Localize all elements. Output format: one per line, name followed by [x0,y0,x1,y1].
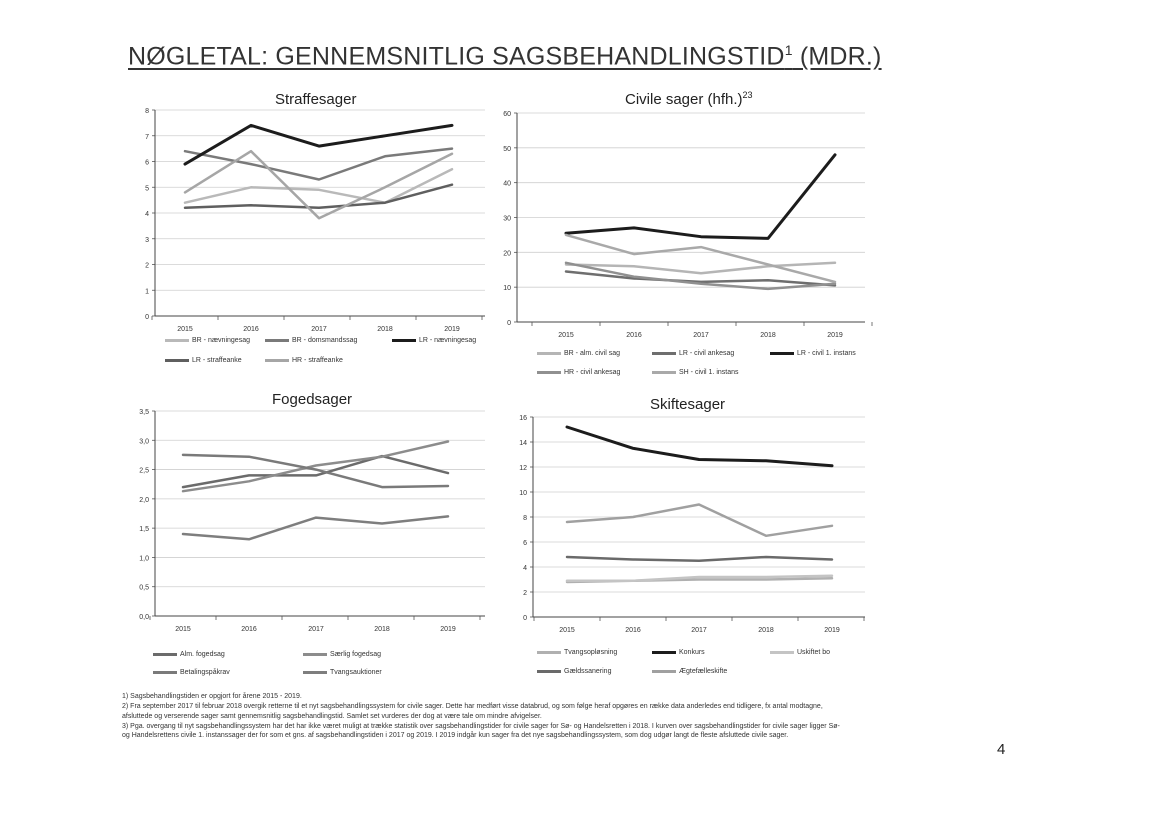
y-tick-label: 2 [523,590,527,597]
legend-label: Ægtefælleskifte [679,668,728,675]
y-tick-label: 2,0 [139,496,149,504]
legend-swatch [770,651,794,654]
legend-label: BR - domsmandssag [292,337,358,344]
legend-swatch [652,651,676,654]
legend-label: Gældssanering [564,668,612,675]
x-tick-label: 2018 [374,626,390,633]
y-tick-label: 2 [145,262,149,270]
footnote-1: 1) Sagsbehandlingstiden er opgjort for årene 2015 - 2019. [122,693,302,700]
legend-label: LR - civil ankesag [679,350,735,357]
y-tick-label: 0,0 [139,614,149,621]
footnotes [122,692,842,741]
y-tick-label: 40 [503,180,511,188]
y-tick-label: 6 [145,159,149,167]
x-tick-label: 2015 [175,626,191,633]
legend-label: BR - nævningesag [192,337,250,344]
x-tick-label: 2016 [241,626,257,633]
page-number: 4 [997,741,1006,758]
legend-label: Betalingspåkrav [180,669,230,676]
footnote-3: 3) Pga. overgang til nyt sagsbehandlingssystem har det har ikke været muligt at trække statistik over sagsbehandlingstider for civile sager for Sø- og Handelsretten i 2018. I kurven over sagsbehandlingstider for civile sager ligger Sø- og Handelsrettens civile 1. instanssager der for som et gns. af sagsbehandlingstiden i 2017 og 2019. I 2019 indgår kun sager fra det nye sagsbehandlingssystem, som dog udgør langt de fleste afsluttede civile sager. [122,722,840,740]
legend-label: Alm. fogedsag [180,651,225,658]
x-tick-label: 2015 [177,326,193,333]
y-tick-label: 20 [503,250,511,258]
series-line [567,427,832,466]
y-tick-label: 0,5 [139,584,149,592]
x-tick-label: 2016 [625,627,641,634]
legend-item [537,668,611,675]
x-tick-label: 2016 [243,326,259,333]
legend-swatch [652,670,676,673]
x-tick-label: 2019 [827,332,843,339]
x-tick-label: 2019 [824,627,840,634]
y-tick-label: 1,0 [139,555,149,563]
y-tick-label: 10 [519,490,527,497]
y-tick-label: 50 [503,145,511,153]
legend-label: Konkurs [679,649,705,656]
legend-label: HR - straffeanke [292,357,343,364]
series-line [567,505,832,536]
x-tick-label: 2018 [758,627,774,634]
x-tick-label: 2018 [377,326,393,333]
x-tick-label: 2017 [691,627,707,634]
legend-item [652,649,705,656]
y-tick-label: 0 [523,615,527,622]
x-tick-label: 2019 [440,626,456,633]
legend-label: SH - civil 1. instans [679,369,739,376]
legend-label: BR - alm. civil sag [564,350,621,357]
y-tick-label: 3,0 [139,438,149,446]
x-tick-label: 2015 [558,332,574,339]
y-tick-label: 1,5 [139,526,149,534]
legend-label: LR - nævningesag [419,337,477,344]
legend-swatch [537,670,561,673]
x-tick-label: 2019 [444,326,460,333]
x-tick-label: 2017 [311,326,327,333]
x-tick-label: 2018 [760,332,776,339]
y-tick-label: 7 [145,133,149,141]
page-title: NØGLETAL: GENNEMSNITLIG SAGSBEHANDLINGSTID$^1$ (MDR.) [128,42,882,71]
legend-label: Uskiftet bo [797,649,831,656]
y-tick-label: 12 [519,465,527,472]
legend-item [652,668,727,675]
y-tick-label: 5 [145,185,149,193]
legend-label: Tvangsauktioner [330,669,382,676]
x-tick-label: 2017 [308,626,324,633]
y-tick-label: 8 [523,515,527,522]
y-tick-label: 16 [519,415,527,422]
y-tick-label: 0 [507,320,511,327]
y-tick-label: 1 [145,288,149,296]
legend-item [770,649,830,656]
x-tick-label: 2015 [559,627,575,634]
y-tick-label: 2,5 [139,467,149,475]
y-tick-label: 8 [145,108,149,115]
y-tick-label: 60 [503,111,511,118]
y-tick-label: 30 [503,215,511,223]
x-tick-label: 2016 [626,332,642,339]
y-tick-label: 10 [503,285,511,293]
y-tick-label: 3 [145,236,149,244]
legend-label: LR - civil 1. instans [797,350,856,357]
legend-label: Særlig fogedsag [330,651,381,658]
series-line [567,557,832,561]
legend-label: LR - straffeanke [192,357,242,364]
chart-title: Straffesager [275,91,357,108]
y-tick-label: 6 [523,540,527,547]
y-tick-label: 3,5 [139,409,149,416]
footnote-2: 2) Fra september 2017 til februar 2018 overgik retterne til et nyt sagsbehandlingssystem for civile sager. Dette har medført visse databrud, og som følge heraf opgøres en række data anderledes end tidligere, fx antal modtagne, afsluttede og verserende sager samt gennemsnitlig sagsbehandlingstid. Samlet set vurderes der dog at være tale om mindre afvigelser. [122,703,823,720]
x-tick-label: 2017 [693,332,709,339]
y-tick-label: 14 [519,440,527,447]
legend-swatch [537,651,561,654]
y-tick-label: 0 [145,314,149,321]
chart-title: Civile sager $(hfh.)^{23}$ [625,90,753,108]
y-tick-label: 4 [145,211,149,218]
legend-label: HR - civil ankesag [564,369,621,376]
y-tick-label: 4 [523,565,527,572]
chart-title: Fogedsager [272,391,353,408]
legend-label: Tvangsopløsning [564,649,618,656]
chart-title: Skiftesager [650,396,726,413]
legend-item [537,649,617,656]
